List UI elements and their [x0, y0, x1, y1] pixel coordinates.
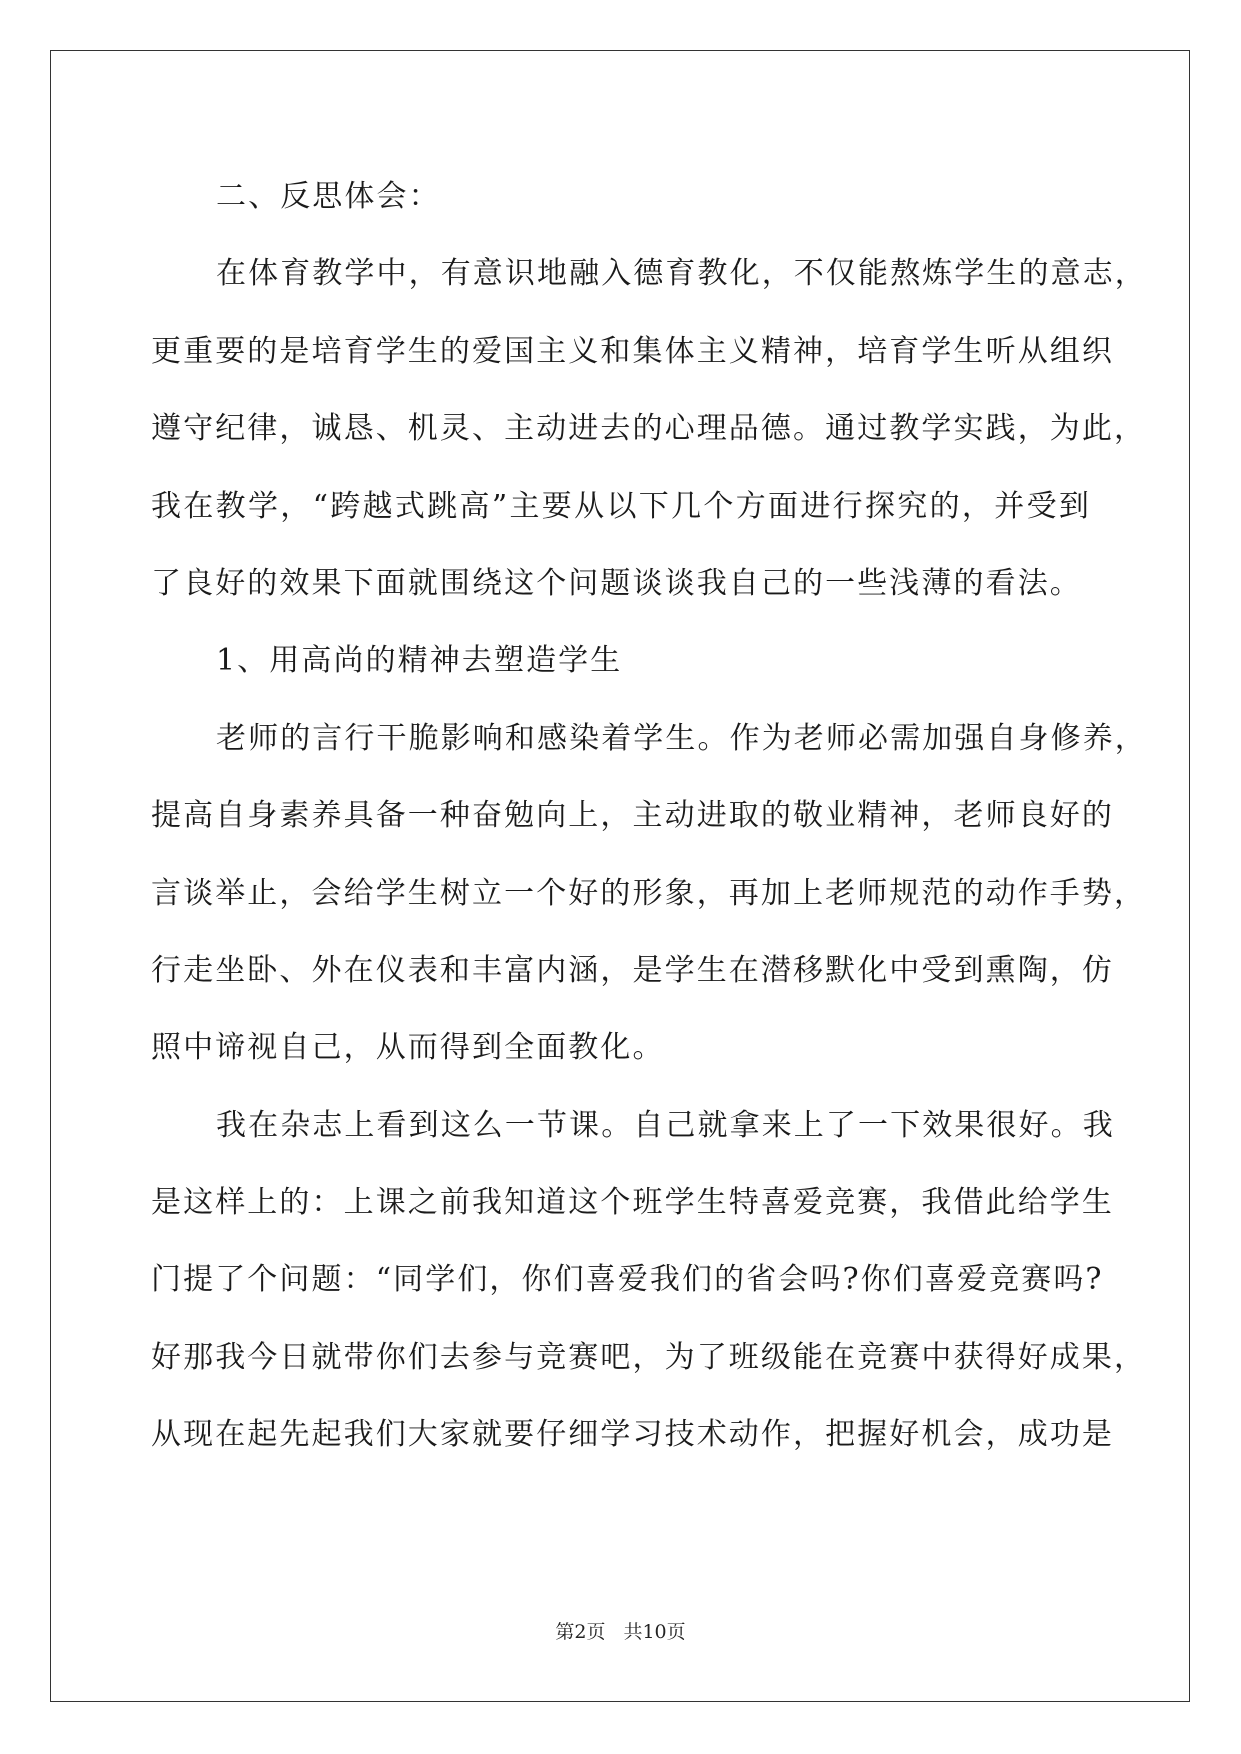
paragraph-line: 遵守纪律，诚恳、机灵、主动进去的心理品德。通过教学实践，为此，	[151, 411, 1147, 447]
paragraph-line: 在体育教学中，有意识地融入德育教化，不仅能熬炼学生的意志，	[216, 256, 1147, 292]
document-body	[151, 158, 1147, 1474]
paragraph-line: 老师的言行干脆影响和感染着学生。作为老师必需加强自身修养，	[216, 720, 1147, 756]
paragraph-line: 照中谛视自己，从而得到全面教化。	[151, 1030, 665, 1066]
subsection-heading: 1、用高尚的精神去塑造学生	[216, 643, 623, 679]
paragraph-line: 提高自身素养具备一种奋勉向上，主动进取的敬业精神，老师良好的	[151, 798, 1114, 834]
paragraph-line: 言谈举止，会给学生树立一个好的形象，再加上老师规范的动作手势，	[151, 875, 1147, 911]
page-total: 共10页	[623, 1621, 686, 1643]
paragraph-line: 更重要的是培育学生的爱国主义和集体主义精神，培育学生听从组织	[151, 333, 1114, 369]
paragraph-line: 是这样上的：上课之前我知道这个班学生特喜爱竞赛，我借此给学生	[151, 1185, 1114, 1221]
paragraph-line: 我在杂志上看到这么一节课。自己就拿来上了一下效果很好。我	[216, 1107, 1115, 1143]
section-heading: 二、反思体会：	[216, 179, 441, 214]
paragraph-line: 好那我今日就带你们去参与竞赛吧，为了班级能在竞赛中获得好成果，	[151, 1339, 1147, 1375]
paragraph-line: 门提了个问题：“同学们，你们喜爱我们的省会吗?你们喜爱竞赛吗?	[151, 1262, 1104, 1298]
paragraph-line: 我在教学，“跨越式跳高”主要从以下几个方面进行探究的，并受到	[151, 488, 1091, 524]
paragraph-line: 了良好的效果下面就围绕这个问题谈谈我自己的一些浅薄的看法。	[151, 565, 1082, 601]
paragraph-line: 从现在起先起我们大家就要仔细学习技术动作，把握好机会，成功是	[151, 1417, 1114, 1453]
paragraph-line: 行走坐卧、外在仪表和丰富内涵，是学生在潜移默化中受到熏陶，仿	[151, 952, 1114, 988]
page-footer	[0, 1620, 1241, 1644]
page-number: 第2页	[555, 1621, 606, 1643]
